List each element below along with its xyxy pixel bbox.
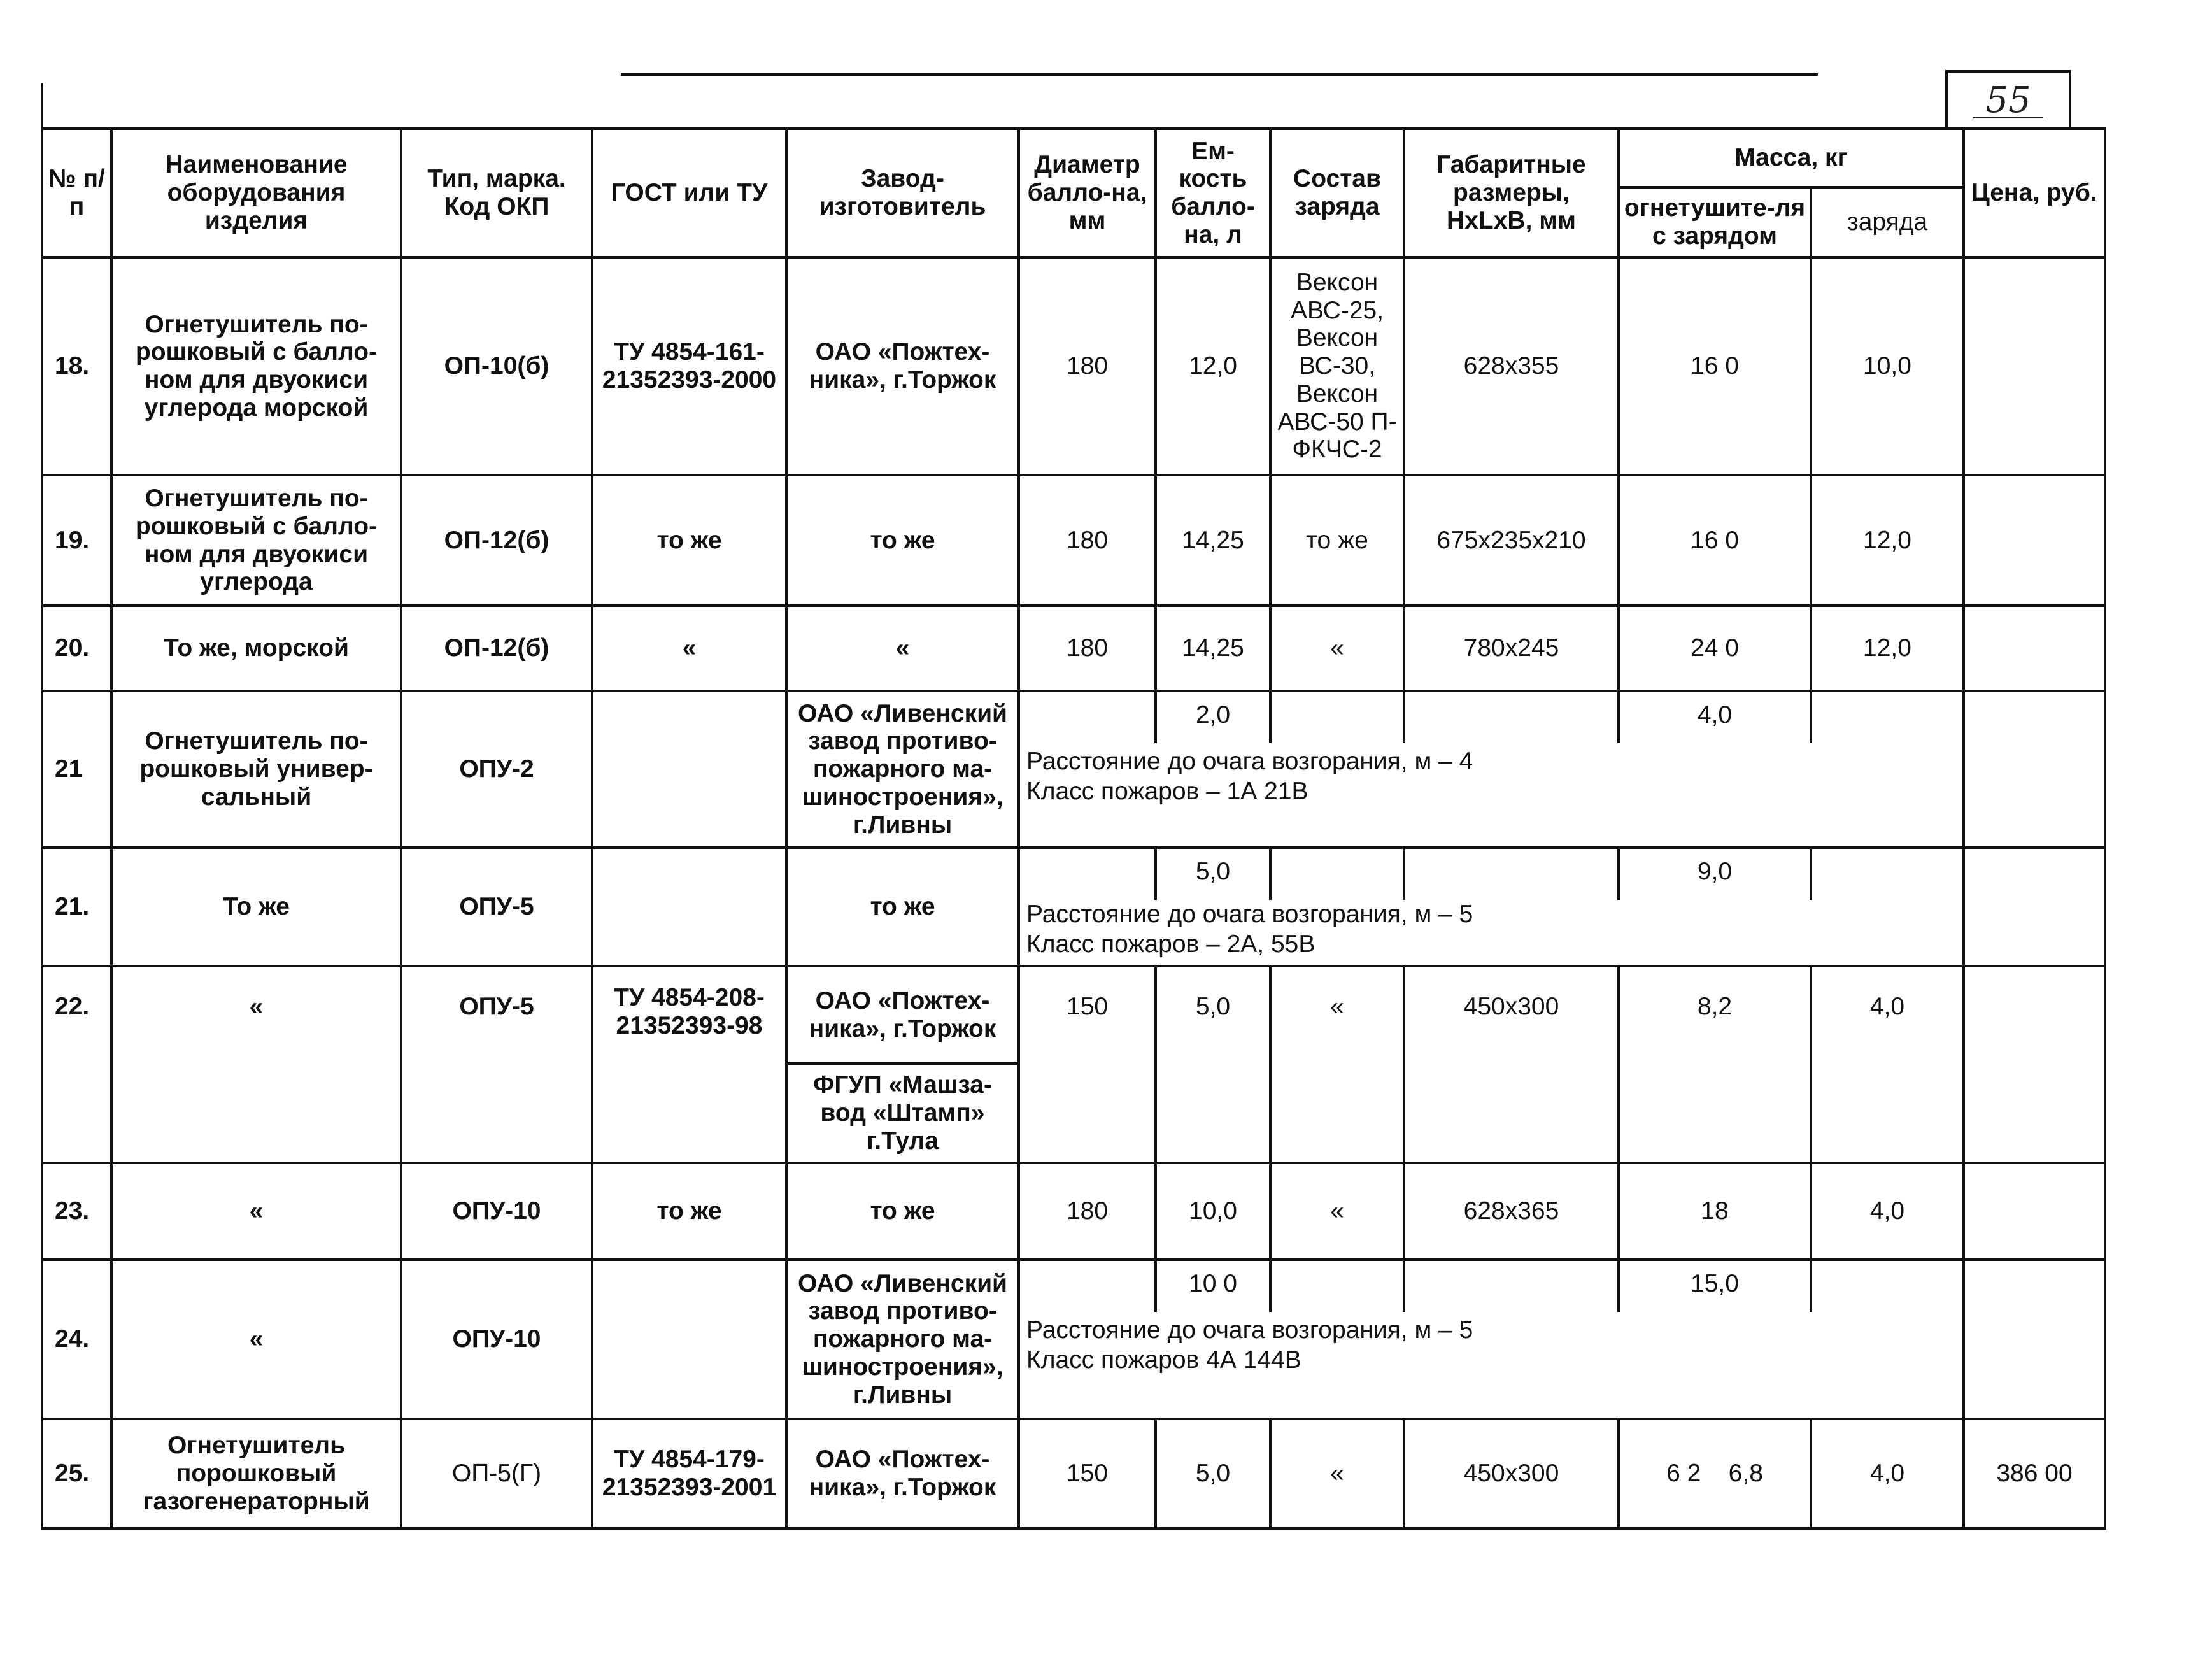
row-dims: 628x355 [1404, 257, 1619, 475]
top-rule [621, 73, 1818, 76]
row-mass-charge: 12,0 [1811, 606, 1964, 691]
sub-dims [1405, 692, 1620, 743]
row-num: 20. [42, 606, 111, 691]
row-price [1964, 1163, 2105, 1260]
table-row [42, 1260, 2105, 1419]
sub-mass-ext: 9,0 [1620, 849, 1812, 900]
table-row [42, 606, 2105, 691]
row-type: ОП-10(б) [401, 257, 592, 475]
row-dims: 628x365 [1404, 1163, 1619, 1260]
row-price: 386 00 [1964, 1419, 2105, 1528]
row-charge: Вексон АВС-25, Вексон ВС-30, Вексон АВС-50 П-ФКЧС-2 [1270, 257, 1404, 475]
table-row [42, 1419, 2105, 1528]
row-num: 22. [42, 966, 111, 1163]
row-price [1964, 691, 2105, 848]
sub-capacity: 10 0 [1157, 1261, 1272, 1312]
row-charge: « [1270, 1163, 1404, 1260]
sub-mass-ext: 15,0 [1620, 1261, 1812, 1312]
row-num: 25. [42, 1419, 111, 1528]
row-name: Огнетушитель по-рошковый с балло-ном для двуокиси углерода [111, 475, 401, 606]
sub-capacity: 2,0 [1157, 692, 1272, 743]
table-row [42, 475, 2105, 606]
sub-dims [1405, 849, 1620, 900]
fire-class-note: Класс пожаров – 1А 21В [1026, 777, 1308, 805]
row-charge: « [1270, 1419, 1404, 1528]
sub-capacity: 5,0 [1157, 849, 1272, 900]
row-mass-ext: 18 [1619, 1163, 1811, 1260]
row-diameter: 150 [1019, 966, 1156, 1163]
row-maker: « [786, 606, 1019, 691]
row-name: Огнетушитель по-рошковый с балло-ном для двуокиси углерода морской [111, 257, 401, 475]
row-mass-charge: 4,0 [1811, 966, 1964, 1163]
sub-charge [1272, 692, 1405, 743]
row-price [1964, 848, 2105, 966]
header-dims: Габаритные размеры, HxLxB, мм [1404, 129, 1619, 257]
page-number-box [1945, 70, 2071, 130]
row-name: То же [111, 848, 401, 966]
row-dims: 675x235x210 [1404, 475, 1619, 606]
row-maker: ОАО «Пожтех-ника», г.Торжок [786, 966, 1019, 1064]
row-maker: то же [786, 1163, 1019, 1260]
row-num: 23. [42, 1163, 111, 1260]
row-price [1964, 606, 2105, 691]
row-gost: то же [592, 1163, 786, 1260]
table-row [42, 848, 2105, 966]
row-maker: ОАО «Ливенский завод противо-пожарного ма-шиностроения», г.Ливны [786, 691, 1019, 848]
sub-mass-charge [1812, 849, 1962, 900]
row-diameter: 180 [1019, 606, 1156, 691]
row-price [1964, 475, 2105, 606]
equipment-table [41, 127, 2106, 1530]
header-mass-ext: огнетушите-ля с зарядом [1619, 187, 1811, 257]
sub-charge [1272, 1261, 1405, 1312]
row-mass-ext: 24 0 [1619, 606, 1811, 691]
row-charge: то же [1270, 475, 1404, 606]
row-capacity: 5,0 [1156, 1419, 1270, 1528]
header-type: Тип, марка. Код ОКП [401, 129, 592, 257]
row-gost: ТУ 4854-179-21352393-2001 [592, 1419, 786, 1528]
row-capacity: 14,25 [1156, 606, 1270, 691]
row-maker: то же [786, 475, 1019, 606]
row-dims: 450x300 [1404, 1419, 1619, 1528]
sub-mass-charge [1812, 1261, 1962, 1312]
header-maker: Завод-изготовитель [786, 129, 1019, 257]
row-diameter: 180 [1019, 257, 1156, 475]
header-num: № п/п [42, 129, 111, 257]
row-mass-charge: 4,0 [1811, 1419, 1964, 1528]
row-name: « [111, 966, 401, 1163]
header-charge: Состав заряда [1270, 129, 1404, 257]
header-name: Наименование оборудования изделия [111, 129, 401, 257]
row-name: « [111, 1260, 401, 1419]
row-maker: ОАО «Ливенский завод противо-пожарного ма-шиностроения», г.Ливны [786, 1260, 1019, 1419]
row-gost: ТУ 4854-161-21352393-2000 [592, 257, 786, 475]
row-charge: « [1270, 966, 1404, 1163]
row-maker: ОАО «Пожтех-ника», г.Торжок [786, 257, 1019, 475]
row-merged-specs [1019, 848, 1964, 966]
row-type: ОПУ-10 [401, 1163, 592, 1260]
row-mass-ext: 16 0 [1619, 257, 1811, 475]
header-mass-charge: заряда [1811, 187, 1964, 257]
row-maker: то же [786, 848, 1019, 966]
row-num: 21. [42, 848, 111, 966]
row-charge: « [1270, 606, 1404, 691]
header-price: Цена, руб. [1964, 129, 2105, 257]
row-mass-ext: 8,2 [1619, 966, 1811, 1163]
row-diameter: 150 [1019, 1419, 1156, 1528]
row-gost [592, 1260, 786, 1419]
sub-dims [1405, 1261, 1620, 1312]
table-row [42, 966, 2105, 1064]
row-price [1964, 257, 2105, 475]
header-capacity: Ем-кость балло-на, л [1156, 129, 1270, 257]
row-mass-charge: 4,0 [1811, 1163, 1964, 1260]
row-name: « [111, 1163, 401, 1260]
row-type: ОП-5(Г) [401, 1419, 592, 1528]
fire-class-note: Класс пожаров 4А 144В [1026, 1346, 1301, 1374]
row-gost: ТУ 4854-208-21352393-98 [592, 966, 786, 1163]
row-mass-charge: 12,0 [1811, 475, 1964, 606]
table-row [42, 691, 2105, 848]
left-rule [41, 83, 43, 129]
row-gost [592, 848, 786, 966]
row-mass-ext: 6 2 6,8 [1619, 1419, 1811, 1528]
row-price [1964, 1260, 2105, 1419]
row-name: Огнетушитель порошковый газогенераторный [111, 1419, 401, 1528]
row-type: ОПУ-5 [401, 966, 592, 1163]
fire-distance-note: Расстояние до очага возгорания, м – 5 [1026, 901, 1473, 928]
row-capacity: 12,0 [1156, 257, 1270, 475]
row-mass-ext: 16 0 [1619, 475, 1811, 606]
fire-class-note: Класс пожаров – 2А, 55В [1026, 930, 1315, 958]
row-num: 24. [42, 1260, 111, 1419]
sub-diameter [1020, 1261, 1157, 1312]
sub-mass-ext: 4,0 [1620, 692, 1812, 743]
row-dims: 450x300 [1404, 966, 1619, 1163]
row-capacity: 5,0 [1156, 966, 1270, 1163]
row-gost: « [592, 606, 786, 691]
spec-subgrid [1020, 849, 1962, 900]
row-name: То же, морской [111, 606, 401, 691]
table-row [42, 1163, 2105, 1260]
row-type: ОП-12(б) [401, 475, 592, 606]
row-type: ОПУ-2 [401, 691, 592, 848]
row-diameter: 180 [1019, 475, 1156, 606]
sub-charge [1272, 849, 1405, 900]
row-maker: ОАО «Пожтех-ника», г.Торжок [786, 1419, 1019, 1528]
row-type: ОПУ-10 [401, 1260, 592, 1419]
row-diameter: 180 [1019, 1163, 1156, 1260]
row-merged-specs [1019, 691, 1964, 848]
fire-distance-note: Расстояние до очага возгорания, м – 5 [1026, 1316, 1473, 1344]
row-capacity: 14,25 [1156, 475, 1270, 606]
page-number-underline [1973, 117, 2043, 118]
spec-subgrid [1020, 1261, 1962, 1312]
row-type: ОП-12(б) [401, 606, 592, 691]
fire-distance-note: Расстояние до очага возгорания, м – 4 [1026, 748, 1473, 775]
row-type: ОПУ-5 [401, 848, 592, 966]
row-gost [592, 691, 786, 848]
row-maker-secondary: ФГУП «Машза-вод «Штамп» г.Тула [786, 1064, 1019, 1163]
row-num: 18. [42, 257, 111, 475]
row-num: 21 [42, 691, 111, 848]
sub-diameter [1020, 692, 1157, 743]
header-diameter: Диаметр балло-на, мм [1019, 129, 1156, 257]
header-mass: Масса, кг [1619, 129, 1964, 187]
row-gost: то же [592, 475, 786, 606]
row-mass-charge: 10,0 [1811, 257, 1964, 475]
row-name: Огнетушитель по-рошковый универ-сальный [111, 691, 401, 848]
table-row [42, 257, 2105, 475]
sub-mass-charge [1812, 692, 1962, 743]
row-price [1964, 966, 2105, 1163]
sub-diameter [1020, 849, 1157, 900]
header-gost: ГОСТ или ТУ [592, 129, 786, 257]
page-number: 55 [1985, 79, 2031, 121]
row-dims: 780x245 [1404, 606, 1619, 691]
row-capacity: 10,0 [1156, 1163, 1270, 1260]
spec-subgrid [1020, 692, 1962, 743]
row-num: 19. [42, 475, 111, 606]
row-merged-specs [1019, 1260, 1964, 1419]
